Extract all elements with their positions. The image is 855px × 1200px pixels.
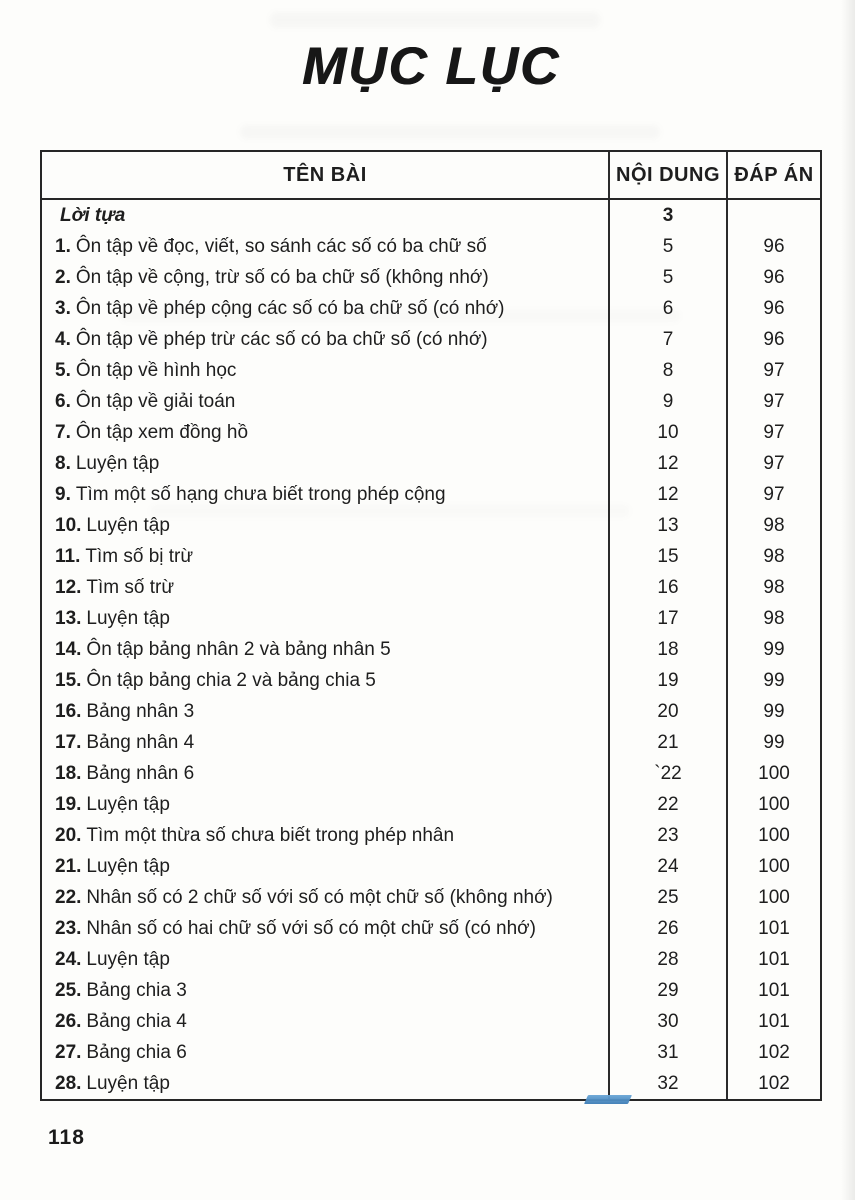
lesson-title-cell: [42, 541, 608, 572]
content-page-cell: 26: [608, 913, 726, 944]
lesson-title: Ôn tập về phép cộng các số có ba chữ số (có nhớ): [75, 298, 505, 319]
lesson-title-cell: [42, 634, 608, 665]
table-row: [42, 634, 820, 665]
answer-page-cell: 99: [726, 665, 820, 696]
lesson-title: Nhân số có 2 chữ số với số có một chữ số (không nhớ): [86, 887, 553, 908]
lesson-number: 27.: [55, 1042, 82, 1063]
lesson-title-cell: [42, 231, 608, 262]
lesson-title-cell: [42, 200, 608, 231]
table-body: [42, 200, 820, 1099]
answer-page-cell: 100: [726, 789, 820, 820]
content-page-cell: 25: [608, 882, 726, 913]
content-page-cell: 20: [608, 696, 726, 727]
page-number: 118: [48, 1126, 85, 1149]
lesson-title-cell: [42, 944, 608, 975]
table-row: [42, 386, 820, 417]
lesson-title: Bảng nhân 6: [86, 763, 195, 784]
lesson-title: Tìm số bị trừ: [85, 546, 194, 567]
lesson-number: 4.: [55, 329, 71, 350]
answer-page-cell: 96: [726, 293, 820, 324]
blue-pen-mark: [584, 1095, 632, 1104]
lesson-number: 25.: [55, 980, 82, 1001]
content-page-cell: 17: [608, 603, 726, 634]
answer-page-cell: 100: [726, 758, 820, 789]
lesson-title: Luyện tập: [86, 608, 170, 629]
table-row: [42, 913, 820, 944]
answer-page-cell: 96: [726, 262, 820, 293]
content-page-cell: 9: [608, 386, 726, 417]
lesson-title: Luyện tập: [86, 949, 170, 970]
lesson-number: 28.: [55, 1073, 82, 1094]
lesson-title: Tìm số trừ: [86, 577, 175, 598]
lesson-number: 7.: [55, 422, 71, 443]
table-of-contents: [40, 150, 822, 1101]
table-row: [42, 820, 820, 851]
answer-page-cell: 99: [726, 727, 820, 758]
lesson-title: Bảng chia 4: [86, 1011, 187, 1032]
table-row: [42, 293, 820, 324]
table-row: [42, 355, 820, 386]
table-row: [42, 262, 820, 293]
answer-page-cell: 98: [726, 572, 820, 603]
answer-page-cell: 98: [726, 603, 820, 634]
answer-page-cell: 97: [726, 417, 820, 448]
lesson-title-cell: [42, 1068, 608, 1099]
lesson-number: 18.: [55, 763, 82, 784]
answer-page-cell: 98: [726, 510, 820, 541]
lesson-title-cell: [42, 572, 608, 603]
content-page-cell: 24: [608, 851, 726, 882]
lesson-title-cell: [42, 448, 608, 479]
lesson-title-cell: [42, 913, 608, 944]
lesson-title-cell: [42, 479, 608, 510]
lesson-title: Ôn tập bảng chia 2 và bảng chia 5: [86, 670, 376, 691]
lesson-number: 8.: [55, 453, 71, 474]
table-row: [42, 603, 820, 634]
lesson-number: 3.: [55, 298, 71, 319]
table-row: [42, 696, 820, 727]
lesson-number: 22.: [55, 887, 82, 908]
answer-page-cell: 96: [726, 324, 820, 355]
lesson-number: 16.: [55, 701, 82, 722]
answer-page-cell: 102: [726, 1068, 820, 1099]
content-page-cell: `22: [608, 758, 726, 789]
lesson-title-cell: [42, 851, 608, 882]
answer-page-cell: 97: [726, 355, 820, 386]
lesson-title-cell: [42, 975, 608, 1006]
table-row: [42, 510, 820, 541]
table-row: [42, 727, 820, 758]
content-page-cell: 21: [608, 727, 726, 758]
content-page-cell: 10: [608, 417, 726, 448]
lesson-title-cell: [42, 1037, 608, 1068]
table-row: [42, 975, 820, 1006]
lesson-number: 10.: [55, 515, 82, 536]
lesson-title-cell: [42, 386, 608, 417]
content-page-cell: 22: [608, 789, 726, 820]
lesson-number: 21.: [55, 856, 82, 877]
lesson-title: Ôn tập bảng nhân 2 và bảng nhân 5: [86, 639, 391, 660]
table-header-row: [42, 152, 820, 200]
answer-page-cell: 97: [726, 479, 820, 510]
lesson-title-cell: [42, 1006, 608, 1037]
content-page-cell: 32: [608, 1068, 726, 1099]
table-row: [42, 851, 820, 882]
lesson-title: Ôn tập về cộng, trừ số có ba chữ số (không nhớ): [75, 267, 489, 288]
lesson-title-cell: [42, 510, 608, 541]
lesson-title: Luyện tập: [86, 515, 170, 536]
lesson-title-cell: [42, 603, 608, 634]
table-row: [42, 324, 820, 355]
lesson-title: Ôn tập về đọc, viết, so sánh các số có ba chữ số: [75, 236, 487, 257]
column-header-ten-bai: TÊN BÀI: [283, 164, 367, 186]
lesson-title: Bảng chia 6: [86, 1042, 187, 1063]
answer-page-cell: 99: [726, 696, 820, 727]
content-page-cell: 28: [608, 944, 726, 975]
lesson-title-cell: [42, 882, 608, 913]
table-row: [42, 231, 820, 262]
answer-page-cell: 99: [726, 634, 820, 665]
table-row: [42, 572, 820, 603]
lesson-number: 5.: [55, 360, 71, 381]
lesson-title: Ôn tập về phép trừ các số có ba chữ số (có nhớ): [75, 329, 488, 350]
lesson-title-cell: [42, 293, 608, 324]
answer-page-cell: 97: [726, 448, 820, 479]
table-row: [42, 882, 820, 913]
lesson-title: Ôn tập về hình học: [75, 360, 237, 381]
lesson-number: 9.: [55, 484, 71, 505]
answer-page-cell: 97: [726, 386, 820, 417]
lesson-number: 2.: [55, 267, 71, 288]
answer-page-cell: 96: [726, 231, 820, 262]
scan-bleedthrough-artifact: [240, 125, 660, 139]
lesson-number: 17.: [55, 732, 82, 753]
content-page-cell: 13: [608, 510, 726, 541]
column-header-noi-dung: NỘI DUNG: [608, 152, 726, 198]
answer-page-cell: 101: [726, 944, 820, 975]
lesson-title: Ôn tập về giải toán: [75, 391, 236, 412]
lesson-title: Luyện tập: [86, 1073, 170, 1094]
lesson-title-cell: [42, 665, 608, 696]
lesson-title: Tìm một số hạng chưa biết trong phép cộng: [75, 484, 446, 505]
table-row: [42, 479, 820, 510]
lesson-number: 12.: [55, 577, 82, 598]
content-page-cell: 23: [608, 820, 726, 851]
table-row: [42, 448, 820, 479]
content-page-cell: 3: [608, 200, 726, 231]
lesson-title-cell: [42, 758, 608, 789]
lesson-number: 13.: [55, 608, 82, 629]
lesson-title-cell: [42, 262, 608, 293]
lesson-title: Luyện tập: [86, 794, 170, 815]
content-page-cell: 12: [608, 448, 726, 479]
lesson-number: 26.: [55, 1011, 82, 1032]
table-row: [42, 1068, 820, 1099]
answer-page-cell: 101: [726, 975, 820, 1006]
lesson-title-cell: [42, 820, 608, 851]
table-row: [42, 541, 820, 572]
content-page-cell: 6: [608, 293, 726, 324]
lesson-title: Bảng nhân 4: [86, 732, 195, 753]
lesson-title-cell: [42, 324, 608, 355]
lesson-title-cell: [42, 727, 608, 758]
content-page-cell: 29: [608, 975, 726, 1006]
content-page-cell: 18: [608, 634, 726, 665]
content-page-cell: 12: [608, 479, 726, 510]
lesson-title-cell: [42, 696, 608, 727]
lesson-title: Tìm một thừa số chưa biết trong phép nhân: [86, 825, 455, 846]
answer-page-cell: [726, 200, 820, 231]
table-row: [42, 200, 820, 231]
content-page-cell: 19: [608, 665, 726, 696]
content-page-cell: 15: [608, 541, 726, 572]
table-row: [42, 758, 820, 789]
content-page-cell: 7: [608, 324, 726, 355]
page-title: MỤC LỤC: [301, 37, 561, 96]
answer-page-cell: 98: [726, 541, 820, 572]
lesson-title: Lời tựa: [60, 205, 126, 226]
answer-page-cell: 100: [726, 820, 820, 851]
content-page-cell: 5: [608, 262, 726, 293]
answer-page-cell: 102: [726, 1037, 820, 1068]
answer-page-cell: 101: [726, 913, 820, 944]
content-page-cell: 5: [608, 231, 726, 262]
lesson-title-cell: [42, 417, 608, 448]
lesson-title-cell: [42, 355, 608, 386]
content-page-cell: 16: [608, 572, 726, 603]
table-row: [42, 665, 820, 696]
lesson-number: 23.: [55, 918, 82, 939]
lesson-number: 20.: [55, 825, 82, 846]
content-page-cell: 8: [608, 355, 726, 386]
table-row: [42, 944, 820, 975]
lesson-title: Luyện tập: [86, 856, 170, 877]
lesson-title: Nhân số có hai chữ số với số có một chữ số (có nhớ): [86, 918, 536, 939]
answer-page-cell: 100: [726, 882, 820, 913]
lesson-number: 14.: [55, 639, 82, 660]
lesson-title: Ôn tập xem đồng hồ: [75, 422, 249, 443]
scan-bleedthrough-artifact: [270, 12, 600, 28]
lesson-number: 6.: [55, 391, 71, 412]
answer-page-cell: 100: [726, 851, 820, 882]
lesson-number: 19.: [55, 794, 82, 815]
table-row: [42, 789, 820, 820]
lesson-title: Bảng chia 3: [86, 980, 187, 1001]
table-row: [42, 417, 820, 448]
page-edge-shadow: [841, 0, 855, 1200]
content-page-cell: 31: [608, 1037, 726, 1068]
table-row: [42, 1037, 820, 1068]
lesson-number: 11.: [55, 546, 81, 567]
content-page-cell: 30: [608, 1006, 726, 1037]
lesson-title: Bảng nhân 3: [86, 701, 195, 722]
column-header-dap-an: ĐÁP ÁN: [726, 152, 820, 198]
lesson-number: 24.: [55, 949, 82, 970]
lesson-title-cell: [42, 789, 608, 820]
lesson-number: 1.: [55, 236, 71, 257]
table-row: [42, 1006, 820, 1037]
lesson-title: Luyện tập: [75, 453, 160, 474]
answer-page-cell: 101: [726, 1006, 820, 1037]
lesson-number: 15.: [55, 670, 82, 691]
